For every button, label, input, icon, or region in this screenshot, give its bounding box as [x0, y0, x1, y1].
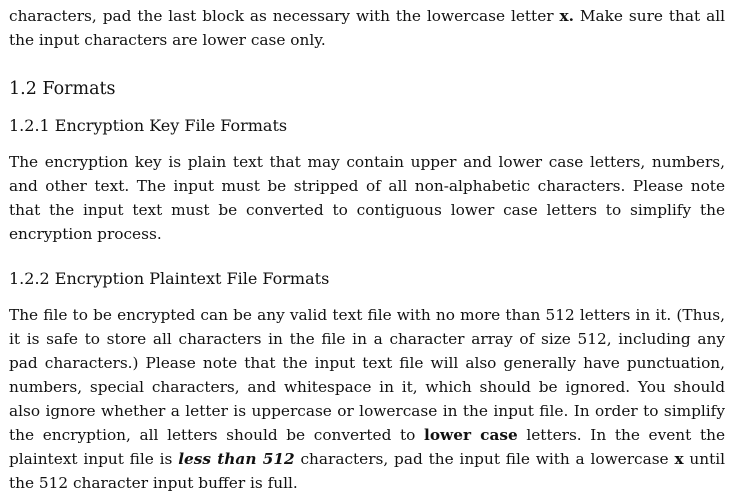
plaintext-text-3: characters, pad the input file with a lowercase	[294, 450, 675, 468]
intro-pad-letter: x.	[559, 7, 574, 25]
key-format-paragraph: The encryption key is plain text that may contain upper and lower case letters, numbers, and other text. The input must be stripped of all non-alphabetic characters. Please note that the input text must be converted to contiguous lower case letters to simplify the encryption process.	[9, 153, 725, 243]
intro-text-2: Make sure that all the input characters are lower case only.	[9, 7, 725, 49]
section-heading-formats: 1.2 Formats	[9, 79, 116, 99]
plaintext-pad-letter: x	[674, 450, 684, 468]
plaintext-format-paragraph	[9, 303, 725, 495]
plaintext-text-2: letters. In the event the plaintext input file is	[9, 426, 725, 468]
plaintext-lower-case-emphasis: lower case	[424, 426, 518, 444]
intro-text-1: characters, pad the last block as necessary with the lowercase letter	[9, 7, 560, 25]
intro-paragraph	[9, 4, 725, 52]
plaintext-less-than-emphasis: less than 512	[178, 450, 295, 468]
subsection-heading-plaintext-formats: 1.2.2 Encryption Plaintext File Formats	[9, 269, 330, 288]
subsection-heading-key-formats: 1.2.1 Encryption Key File Formats	[9, 116, 288, 135]
plaintext-text-4: until the 512 character input buffer is full.	[9, 450, 726, 492]
plaintext-text-1: The file to be encrypted can be any valid text file with no more than 512 letters in it. (Thus, it is safe to store all characters in the file in a character array of size 512, including any pad characters.) Please note that the input text file will also generally have punctuation, numbers, special characters, and whitespace in it, which should be ignored. You should also ignore whether a letter is uppercase or lowercase in the input file. In order to simplify the encryption, all letters should be converted to	[9, 306, 725, 444]
